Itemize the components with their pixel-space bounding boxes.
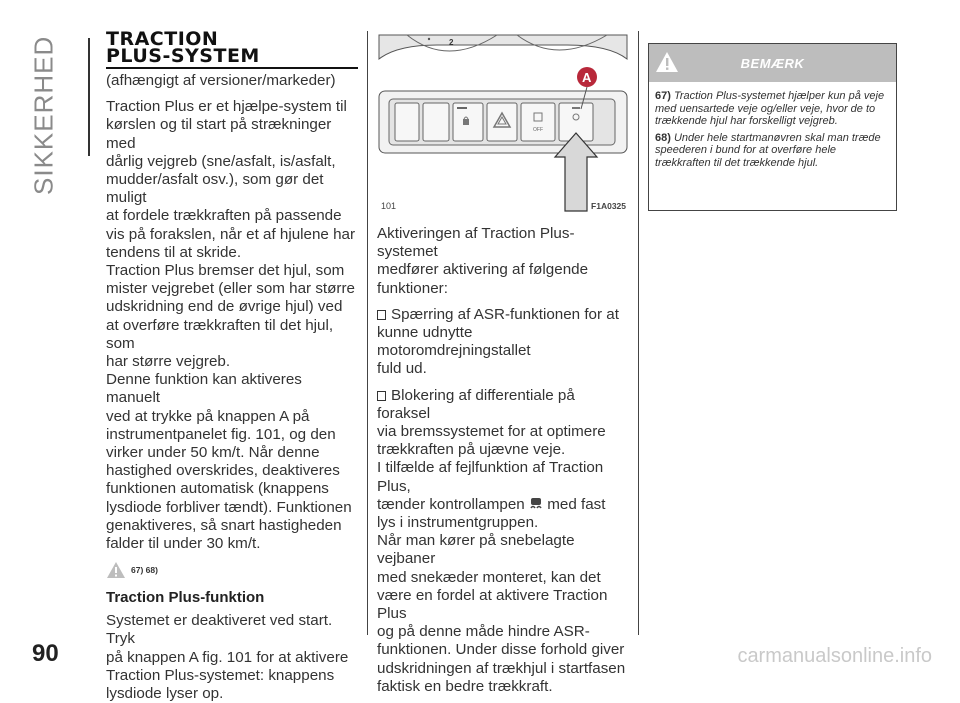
footer-watermark: carmanualsonline.info <box>737 645 932 667</box>
section-heading <box>106 28 358 67</box>
text-line: og på denne måde hindre ASR- <box>377 623 590 641</box>
bullet-square-icon <box>377 391 386 401</box>
function-paragraph <box>106 612 358 703</box>
text-span: tænder kontrollampen <box>377 495 525 513</box>
column-left <box>106 28 358 703</box>
text-line: virker under 50 km/t. Når denne <box>106 444 320 462</box>
text-line: Når man kører på snebelagte vejbaner <box>377 532 575 568</box>
text-line: ved at trykke på knappen A på <box>106 407 310 425</box>
text-line <box>377 496 629 514</box>
text-line: udskridning end de øvrige hjul) ved <box>106 298 343 316</box>
text-line: fuld ud. <box>377 360 427 378</box>
heading-underline <box>106 67 358 69</box>
column-middle <box>377 225 629 696</box>
text-line: dårlig vejgreb (sne/asfalt, is/asfalt, <box>106 152 336 170</box>
figure-number: 101 <box>381 201 397 211</box>
text-line: Systemet er deaktiveret ved start. Tryk <box>106 612 333 648</box>
column-divider-1 <box>367 31 368 635</box>
figure-caption <box>381 201 626 211</box>
note-header <box>649 44 896 82</box>
text-line: at overføre trækkraften til det hjul, som <box>106 316 334 352</box>
text-line: Traction Plus bremser det hjul, som <box>106 262 345 280</box>
text-line <box>377 387 629 423</box>
text-span: Spærring af ASR-funktionen for at <box>391 305 619 323</box>
text-line: via bremssystemet for at optimere <box>377 423 606 441</box>
text-line: Traction Plus er et hjælpe-system til <box>106 98 347 116</box>
text-line: på knappen A fig. 101 for at aktivere <box>106 648 349 666</box>
note-box <box>648 43 897 211</box>
traction-warning-light-icon <box>529 497 543 511</box>
text-line: funktionen automatisk (knappens <box>106 480 329 498</box>
text-line: mister vejgrebet (eller som har større <box>106 280 355 298</box>
note-item <box>655 90 890 128</box>
text-line: mudder/asfalt osv.), som gør det muligt <box>106 171 324 207</box>
note-number: 67) <box>655 90 671 102</box>
heading-subtitle: (afhængigt af versioner/markeder) <box>106 72 336 89</box>
text-line: instrumentpanelet fig. 101, og den <box>106 425 336 443</box>
note-title: BEMÆRK <box>740 56 805 71</box>
text-line: har større vejgreb. <box>106 353 231 371</box>
text-line: kørslen og til start på strækninger med <box>106 116 332 152</box>
text-line: faktisk en bedre trækkraft. <box>377 677 553 695</box>
warning-reference[interactable] <box>106 561 358 579</box>
warning-triangle-icon <box>106 561 126 579</box>
column-divider-2 <box>638 31 639 635</box>
text-line <box>377 306 629 324</box>
snow-paragraph <box>377 532 629 696</box>
text-line: genaktiveres, så snart hastigheden <box>106 516 342 534</box>
text-line: med snekæder monteret, kan det <box>377 568 601 586</box>
bullet-item <box>377 306 629 379</box>
text-line: at fordele trækkraften på passende <box>106 207 342 225</box>
text-line: lysdiode forbliver tændt). Funktionen <box>106 498 352 516</box>
section-label: SIKKERHED <box>28 35 59 195</box>
callout-a: A <box>582 70 592 85</box>
section-divider <box>88 38 90 156</box>
gauge-mark: 2 <box>449 38 454 47</box>
heading-line-1: TRACTION <box>106 28 219 50</box>
text-line: falder til under 30 km/t. <box>106 535 261 553</box>
note-text: Traction Plus-systemet hjælper kun på veje med uensartede veje og/eller veje, hvor de to trækkende hjul har forskelligt vejgreb. <box>655 90 885 127</box>
text-line: Denne funktion kan aktiveres manuelt <box>106 371 302 407</box>
text-line: trækkraften på ujævne veje. <box>377 441 566 459</box>
heading-line-2: PLUS-SYSTEM <box>106 45 260 67</box>
bullet-item <box>377 387 629 460</box>
fault-paragraph <box>377 459 629 532</box>
text-line: Aktiveringen af Traction Plus-systemet <box>377 225 575 261</box>
text-line: lys i instrumentgruppen. <box>377 514 539 532</box>
text-line: være en fordel at aktivere Traction Plus <box>377 586 608 623</box>
text-line: I tilfælde af fejlfunktion af Traction Plus, <box>377 459 604 495</box>
note-item <box>655 132 890 170</box>
text-line: tendens til at skride. <box>106 243 242 261</box>
figure-101-dashboard-buttons <box>377 33 629 213</box>
intro-paragraph <box>106 98 358 553</box>
note-text: Under hele startmanøvren skal man træde speederen i bund for at overføre hele trækkraften til det trækkende hjul. <box>655 131 881 169</box>
text-line: vis på forakslen, når et af hjulene har <box>106 225 356 243</box>
text-line: Traction Plus-systemet: knappens <box>106 666 335 684</box>
text-line: funktionen. Under disse forhold giver <box>377 641 625 659</box>
note-number: 68) <box>655 131 671 144</box>
text-span: Blokering af differentiale på foraksel <box>377 386 575 422</box>
text-line: kunne udnytte motoromdrejningstallet <box>377 324 531 360</box>
text-line: medfører aktivering af følgende <box>377 261 589 279</box>
activation-intro <box>377 225 629 298</box>
off-button-label: OFF <box>533 127 543 133</box>
page-number: 90 <box>32 640 59 667</box>
text-line: hastighed overskrides, deaktiveres <box>106 462 340 480</box>
text-line: funktioner: <box>377 279 448 297</box>
figure-code: F1A0325 <box>591 201 626 211</box>
note-body <box>649 82 896 169</box>
bullet-square-icon <box>377 310 386 320</box>
text-span: med fast <box>547 495 606 513</box>
text-line: udskridningen af trækhjul i startfasen <box>377 659 626 677</box>
text-line: lysdiode lyser op. <box>106 685 224 703</box>
warning-refs-text: 67) 68) <box>131 565 158 576</box>
subsection-heading: Traction Plus-funktion <box>106 589 265 607</box>
